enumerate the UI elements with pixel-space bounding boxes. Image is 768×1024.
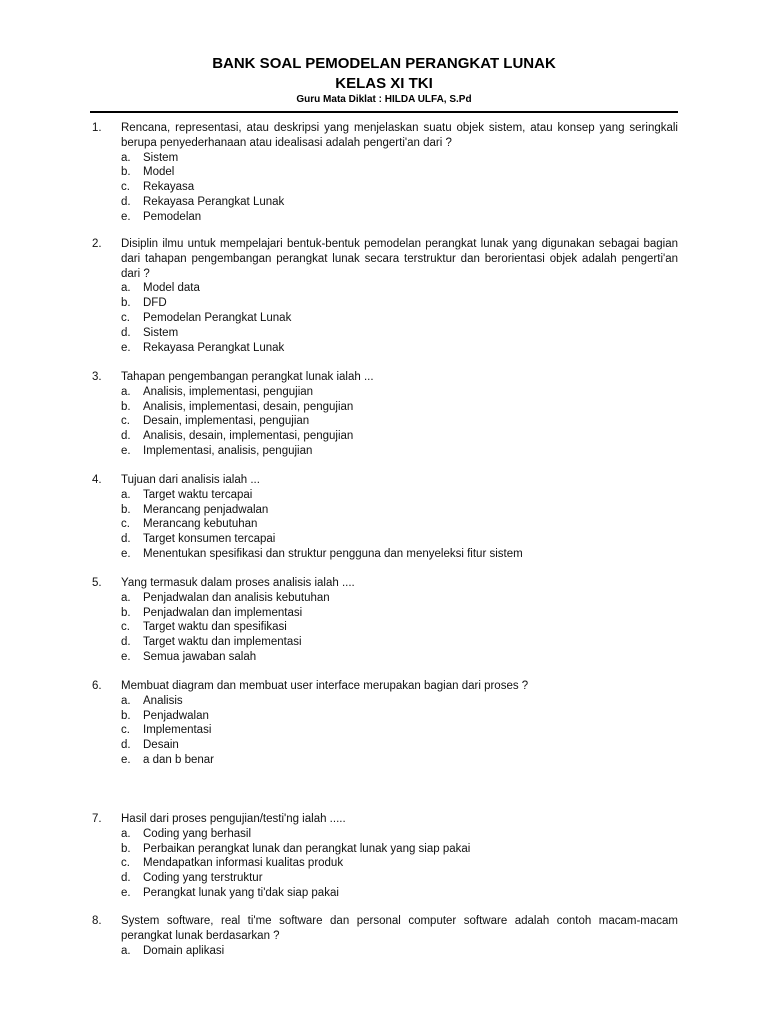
option-letter: c. bbox=[121, 724, 130, 737]
option-text: Desain, implementasi, pengujian bbox=[143, 415, 310, 428]
option-letter: b. bbox=[121, 400, 131, 413]
option-text: Penjadwalan bbox=[143, 709, 209, 722]
option-text: Model data bbox=[143, 282, 200, 295]
option-text: Target waktu tercapai bbox=[143, 488, 253, 501]
option-text: Sistem bbox=[143, 326, 179, 339]
option bbox=[92, 827, 678, 842]
option-text: Rekayasa Perangkat Lunak bbox=[143, 195, 285, 208]
option-letter: a. bbox=[121, 385, 131, 398]
option-text: Mendapatkan informasi kualitas produk bbox=[143, 857, 344, 870]
option bbox=[92, 606, 678, 621]
question-text: System software, real ti'me software dan personal computer software adalah contoh macam-macam perangkat lunak berdasarkan ? bbox=[121, 915, 678, 942]
option-text: Target konsumen tercapai bbox=[143, 533, 276, 546]
option-text: Penjadwalan dan analisis kebutuhan bbox=[143, 591, 330, 604]
option-letter: b. bbox=[121, 842, 131, 855]
question-text: Hasil dari proses pengujian/testi'ng ialah ..... bbox=[121, 813, 346, 825]
option bbox=[92, 151, 678, 166]
option bbox=[92, 488, 678, 503]
question-text: Tujuan dari analisis ialah ... bbox=[121, 474, 260, 486]
header-divider bbox=[90, 111, 678, 113]
question-text: Rencana, representasi, atau deskripsi yang menjelaskan suatu objek sistem, atau konsep yang seringkali berupa penyederhanaan atau idealisasi adalah pengerti'an dari ? bbox=[121, 122, 678, 149]
option-letter: b. bbox=[121, 709, 131, 722]
option bbox=[92, 753, 678, 768]
option-text: Coding yang terstruktur bbox=[143, 872, 263, 885]
option-letter: a. bbox=[121, 827, 131, 840]
option bbox=[92, 341, 678, 356]
option bbox=[92, 532, 678, 547]
option-text: Domain aplikasi bbox=[143, 944, 225, 957]
option bbox=[92, 180, 678, 195]
option-text: Coding yang berhasil bbox=[143, 827, 252, 840]
option-text: Analisis bbox=[143, 694, 183, 707]
class-subtitle: KELAS XI TKI bbox=[335, 75, 433, 92]
option bbox=[92, 503, 678, 518]
question-number: 4. bbox=[92, 474, 102, 486]
question-1 bbox=[92, 121, 678, 225]
question-number: 6. bbox=[92, 680, 102, 692]
option-letter: e. bbox=[121, 753, 131, 766]
option-text: Merancang kebutuhan bbox=[143, 518, 258, 531]
option-letter: c. bbox=[121, 621, 130, 634]
question-3 bbox=[92, 370, 678, 459]
option-text: Sistem bbox=[143, 151, 179, 164]
option-text: DFD bbox=[143, 297, 167, 310]
option-letter: d. bbox=[121, 636, 131, 649]
option-letter: e. bbox=[121, 547, 131, 560]
option-letter: a. bbox=[121, 944, 131, 957]
option-letter: d. bbox=[121, 739, 131, 752]
option bbox=[92, 311, 678, 326]
document-title: BANK SOAL PEMODELAN PERANGKAT LUNAK bbox=[212, 55, 556, 72]
option-text: Analisis, implementasi, desain, pengujian bbox=[143, 400, 354, 413]
teacher-line: Guru Mata Diklat : HILDA ULFA, S.Pd bbox=[296, 94, 472, 105]
option bbox=[92, 871, 678, 886]
option-letter: a. bbox=[121, 282, 131, 295]
option-text: Analisis, implementasi, pengujian bbox=[143, 385, 314, 398]
option-text: Perbaikan perangkat lunak dan perangkat lunak yang siap pakai bbox=[143, 842, 471, 855]
option bbox=[92, 326, 678, 341]
option-letter: a. bbox=[121, 694, 131, 707]
option-text: Desain bbox=[143, 739, 179, 752]
option bbox=[92, 709, 678, 724]
option bbox=[92, 414, 678, 429]
option bbox=[92, 694, 678, 709]
option-letter: d. bbox=[121, 872, 131, 885]
option bbox=[92, 547, 678, 562]
question-text: Disiplin ilmu untuk mempelajari bentuk-bentuk pemodelan perangkat lunak yang digunakan sebagai bagian dari tahapan pengembangan perangkat lunak secara terstruktur dan berorientasi objek adalah pengerti'an dari ? bbox=[121, 238, 678, 280]
option bbox=[92, 856, 678, 871]
option-letter: c. bbox=[121, 518, 130, 531]
option-letter: e. bbox=[121, 886, 131, 899]
option-letter: a. bbox=[121, 591, 131, 604]
question-8 bbox=[92, 914, 678, 958]
option-letter: c. bbox=[121, 181, 130, 194]
question-2 bbox=[92, 237, 678, 355]
option-letter: d. bbox=[121, 533, 131, 546]
option bbox=[92, 444, 678, 459]
option bbox=[92, 296, 678, 311]
option-letter: a. bbox=[121, 488, 131, 501]
option bbox=[92, 385, 678, 400]
option-text: Rekayasa bbox=[143, 181, 195, 194]
option-letter: e. bbox=[121, 210, 131, 223]
question-number: 8. bbox=[92, 915, 102, 927]
option bbox=[92, 400, 678, 415]
question-5 bbox=[92, 576, 678, 665]
question-number: 3. bbox=[92, 371, 102, 383]
option-letter: b. bbox=[121, 166, 131, 179]
option bbox=[92, 620, 678, 635]
option bbox=[92, 723, 678, 738]
option-text: Semua jawaban salah bbox=[143, 650, 257, 663]
option-text: Perangkat lunak yang ti'dak siap pakai bbox=[143, 886, 339, 899]
question-6 bbox=[92, 679, 678, 768]
option-text: Penjadwalan dan implementasi bbox=[143, 606, 303, 619]
option bbox=[92, 591, 678, 606]
option-text: Menentukan spesifikasi dan struktur pengguna dan menyeleksi fitur sistem bbox=[143, 547, 523, 560]
option-letter: e. bbox=[121, 650, 131, 663]
option-text: Pemodelan Perangkat Lunak bbox=[143, 311, 292, 324]
option bbox=[92, 517, 678, 532]
option-text: Model bbox=[143, 166, 175, 179]
option bbox=[92, 650, 678, 665]
option-letter: d. bbox=[121, 195, 131, 208]
option-text: Analisis, desain, implementasi, pengujian bbox=[143, 430, 354, 443]
question-text: Tahapan pengembangan perangkat lunak ialah ... bbox=[121, 371, 374, 383]
question-number: 1. bbox=[92, 122, 102, 134]
option-letter: b. bbox=[121, 503, 131, 516]
option bbox=[92, 842, 678, 857]
option-text: Pemodelan bbox=[143, 210, 202, 223]
question-4 bbox=[92, 473, 678, 562]
option-text: Target waktu dan spesifikasi bbox=[143, 621, 287, 634]
option bbox=[92, 944, 678, 959]
option-text: Implementasi, analisis, pengujian bbox=[143, 444, 313, 457]
option bbox=[92, 738, 678, 753]
option bbox=[92, 165, 678, 180]
question-text: Yang termasuk dalam proses analisis ialah .... bbox=[121, 577, 355, 589]
option-letter: c. bbox=[121, 415, 130, 428]
option bbox=[92, 886, 678, 901]
option bbox=[92, 429, 678, 444]
question-number: 5. bbox=[92, 577, 102, 589]
option-letter: b. bbox=[121, 606, 131, 619]
option-letter: d. bbox=[121, 326, 131, 339]
option-text: Merancang penjadwalan bbox=[143, 503, 269, 516]
question-number: 2. bbox=[92, 238, 102, 250]
option-text: Implementasi bbox=[143, 724, 212, 737]
option-text: Rekayasa Perangkat Lunak bbox=[143, 341, 285, 354]
option-letter: b. bbox=[121, 297, 131, 310]
option bbox=[92, 195, 678, 210]
option-letter: e. bbox=[121, 341, 131, 354]
option bbox=[92, 210, 678, 225]
option-letter: e. bbox=[121, 444, 131, 457]
option-letter: a. bbox=[121, 151, 131, 164]
question-text: Membuat diagram dan membuat user interface merupakan bagian dari proses ? bbox=[121, 680, 529, 692]
option-text: Target waktu dan implementasi bbox=[143, 636, 302, 649]
option-text: a dan b benar bbox=[143, 753, 214, 766]
option-letter: c. bbox=[121, 311, 130, 324]
question-number: 7. bbox=[92, 813, 102, 825]
option-letter: c. bbox=[121, 857, 130, 870]
option bbox=[92, 281, 678, 296]
option-letter: d. bbox=[121, 430, 131, 443]
question-7 bbox=[92, 812, 678, 901]
option bbox=[92, 635, 678, 650]
